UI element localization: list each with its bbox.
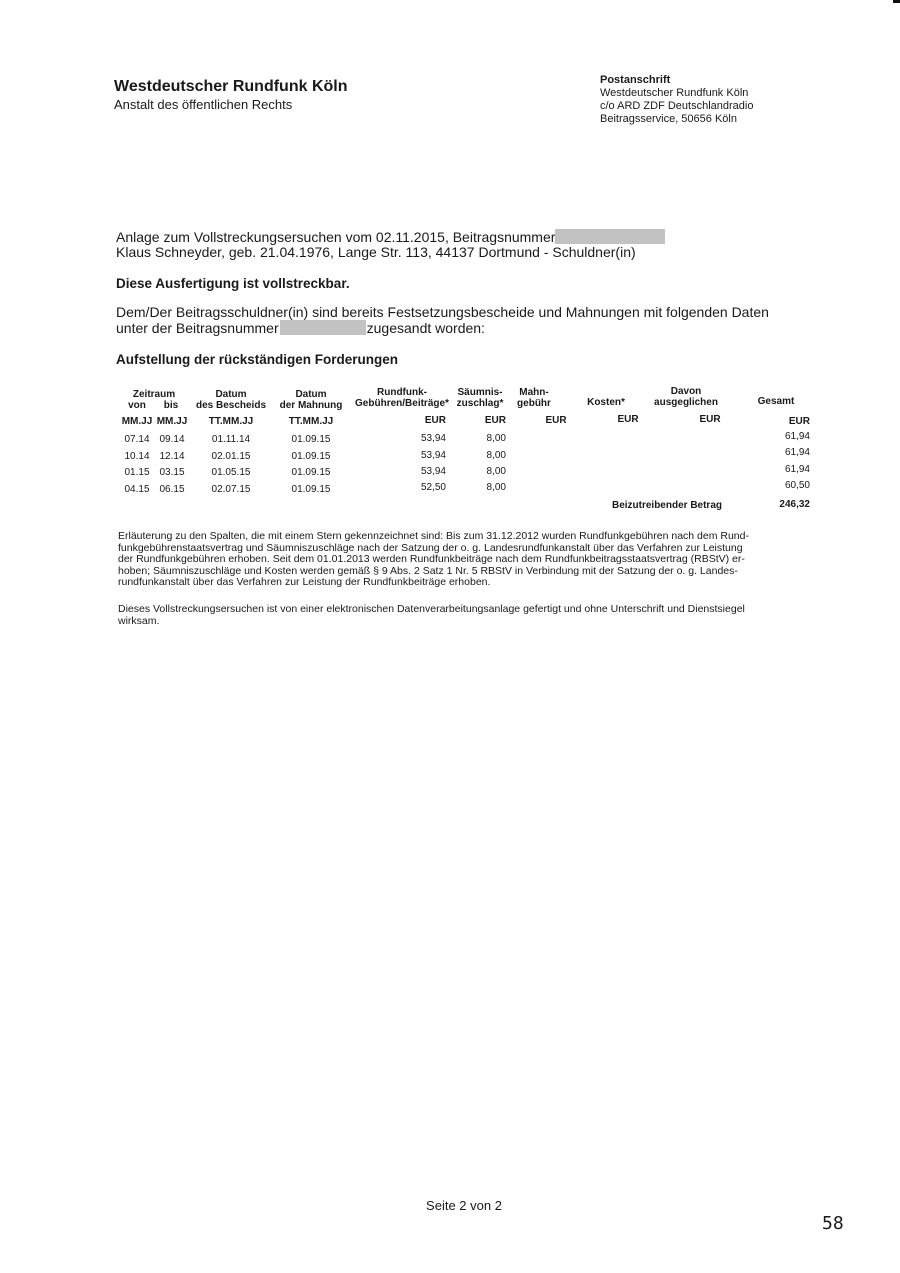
cell-total: 60,50 bbox=[784, 480, 810, 491]
unit-dunning: EUR bbox=[545, 415, 567, 426]
cell-total: 61,94 bbox=[784, 447, 810, 458]
cell-to: 12.14 bbox=[159, 451, 185, 462]
cell-from: 07.14 bbox=[124, 434, 150, 445]
notice-line-2 bbox=[116, 320, 769, 336]
explanation-line: funkgebührenstaatsvertrag und Säumniszuschläge nach der Satzung der o. g. Landesrundfunkanstalt über das Verfahren zur Leistung bbox=[118, 541, 743, 554]
unit-notice: TT.MM.JJ bbox=[208, 416, 254, 427]
header-dunning-bottom: gebühr bbox=[517, 398, 551, 409]
unit-costs: EUR bbox=[617, 414, 639, 425]
section-title: Aufstellung der rückständigen Forderungen bbox=[116, 352, 399, 367]
explanation-line: Erläuterung zu den Spalten, die mit einem Stern gekennzeichnet sind: Bis zum 31.12.2012 wurden Rundfunkgebühren nach dem Rund- bbox=[118, 530, 749, 542]
explanation-paragraph bbox=[118, 531, 818, 589]
cell-from: 10.14 bbox=[124, 451, 150, 462]
explanation-line: hoben; Säumniszuschläge und Kosten werden gemäß § 9 Abs. 2 Satz 1 Nr. 5 RBStV in Verbindung mit der Satzung der o. g. Landes- bbox=[118, 564, 738, 577]
sum-label: Beizutreibender Betrag bbox=[611, 500, 722, 511]
intro-line-1-text: Anlage zum Vollstreckungsersuchen vom 02.11.2015, Beitragsnummer bbox=[116, 229, 556, 245]
header-late-bottom: zuschlag* bbox=[456, 398, 504, 409]
header-settled-bottom: ausgeglichen bbox=[654, 397, 718, 408]
cell-notice-date: 02.07.15 bbox=[211, 484, 251, 495]
header-late-fee bbox=[454, 387, 506, 409]
notice-line-2b: zugesandt worden: bbox=[366, 320, 485, 336]
header-total: Gesamt bbox=[757, 396, 795, 407]
postal-line: Beitragsservice, 50656 Köln bbox=[600, 113, 737, 125]
scan-mark bbox=[893, 0, 900, 3]
unit-fees: EUR bbox=[424, 415, 446, 426]
notice-line-2a: unter der Beitragsnummer bbox=[116, 320, 279, 336]
unit-from: MM.JJ bbox=[121, 416, 153, 427]
intro-line-1 bbox=[116, 229, 665, 245]
cell-from: 04.15 bbox=[124, 484, 150, 495]
header-notice-date bbox=[192, 389, 270, 411]
header-period-from: von bbox=[128, 400, 146, 411]
cell-fees: 52,50 bbox=[420, 482, 446, 493]
header-fees bbox=[352, 387, 452, 409]
explanation-line: rundfunkanstalt über das Verfahren zur Leistung der Rundfunkbeiträge erhoben. bbox=[118, 576, 491, 589]
header-costs: Kosten* bbox=[587, 397, 625, 408]
cell-total: 61,94 bbox=[784, 431, 810, 442]
cell-reminder-date: 01.09.15 bbox=[291, 434, 331, 445]
header-fees-top: Rundfunk- bbox=[377, 387, 427, 398]
cell-notice-date: 01.05.15 bbox=[211, 467, 251, 478]
unit-to: MM.JJ bbox=[156, 416, 188, 427]
cell-fees: 53,94 bbox=[420, 450, 446, 461]
cell-late-fee: 8,00 bbox=[486, 450, 506, 461]
header-settled bbox=[648, 386, 724, 408]
stamp-number: 58 bbox=[822, 1213, 844, 1234]
header-settled-top: Davon bbox=[670, 386, 702, 397]
cell-late-fee: 8,00 bbox=[486, 466, 506, 477]
cell-from: 01.15 bbox=[124, 467, 150, 478]
sender-subtitle: Anstalt des öffentlichen Rechts bbox=[114, 97, 293, 112]
redacted-contribution-number bbox=[555, 229, 665, 244]
cell-to: 03.15 bbox=[159, 467, 185, 478]
electronic-note-line: Dieses Vollstreckungsersuchen ist von einer elektronischen Datenverarbeitungsanlage gefertigt und ohne Unterschrift und Dienstsiegel bbox=[118, 603, 745, 615]
cell-fees: 53,94 bbox=[420, 433, 446, 444]
unit-late: EUR bbox=[484, 415, 506, 426]
enforceable-notice: Diese Ausfertigung ist vollstreckbar. bbox=[116, 276, 350, 291]
cell-late-fee: 8,00 bbox=[486, 433, 506, 444]
header-reminder-top: Datum bbox=[295, 389, 327, 400]
header-period-top: Zeitraum bbox=[132, 389, 176, 400]
header-dunning-top: Mahn- bbox=[519, 387, 549, 398]
unit-total: EUR bbox=[788, 416, 810, 427]
header-late-top: Säumnis- bbox=[457, 387, 503, 398]
header-notice-top: Datum bbox=[215, 389, 247, 400]
header-notice-bottom: des Bescheids bbox=[195, 400, 267, 411]
cell-total: 61,94 bbox=[784, 464, 810, 475]
header-period-to: bis bbox=[163, 400, 179, 411]
electronic-note-line: wirksam. bbox=[118, 614, 160, 627]
cell-notice-date: 02.01.15 bbox=[211, 451, 251, 462]
unit-settled: EUR bbox=[699, 414, 721, 425]
cell-reminder-date: 01.09.15 bbox=[291, 484, 331, 495]
sum-value: 246,32 bbox=[779, 499, 810, 510]
notice-line-1: Dem/Der Beitragsschuldner(in) sind bereits Festsetzungsbescheide und Mahnungen mit folgenden Daten bbox=[116, 304, 769, 320]
cell-notice-date: 01.11.14 bbox=[211, 434, 251, 445]
intro-line-2: Klaus Schneyder, geb. 21.04.1976, Lange Str. 113, 44137 Dortmund - Schuldner(in) bbox=[116, 244, 636, 260]
header-reminder-bottom: der Mahnung bbox=[279, 400, 343, 411]
notice-paragraph bbox=[116, 304, 769, 336]
explanation-line: der Rundfunkgebühren erhoben. Seit dem 01.01.2013 werden Rundfunkbeiträge nach dem Rundfunkbeitragsstaatsvertrag (RBStV) er- bbox=[118, 553, 745, 566]
cell-reminder-date: 01.09.15 bbox=[291, 467, 331, 478]
cell-reminder-date: 01.09.15 bbox=[291, 451, 331, 462]
cell-late-fee: 8,00 bbox=[486, 482, 506, 493]
page-number: Seite 2 von 2 bbox=[426, 1198, 502, 1213]
header-period bbox=[120, 389, 188, 400]
cell-to: 09.14 bbox=[159, 434, 185, 445]
header-dunning-fee bbox=[512, 387, 556, 409]
electronic-note bbox=[118, 604, 818, 627]
header-fees-bottom: Gebühren/Beiträge* bbox=[355, 398, 449, 409]
header-reminder-date bbox=[275, 389, 347, 411]
unit-reminder: TT.MM.JJ bbox=[288, 416, 334, 427]
redacted-contribution-number bbox=[280, 320, 366, 335]
cell-fees: 53,94 bbox=[420, 466, 446, 477]
postal-address bbox=[600, 74, 753, 126]
postal-line: Westdeutscher Rundfunk Köln bbox=[600, 87, 749, 99]
cell-to: 06.15 bbox=[159, 484, 185, 495]
postal-line: c/o ARD ZDF Deutschlandradio bbox=[600, 100, 754, 112]
sender-name: Westdeutscher Rundfunk Köln bbox=[114, 78, 348, 95]
postal-title: Postanschrift bbox=[600, 74, 671, 86]
